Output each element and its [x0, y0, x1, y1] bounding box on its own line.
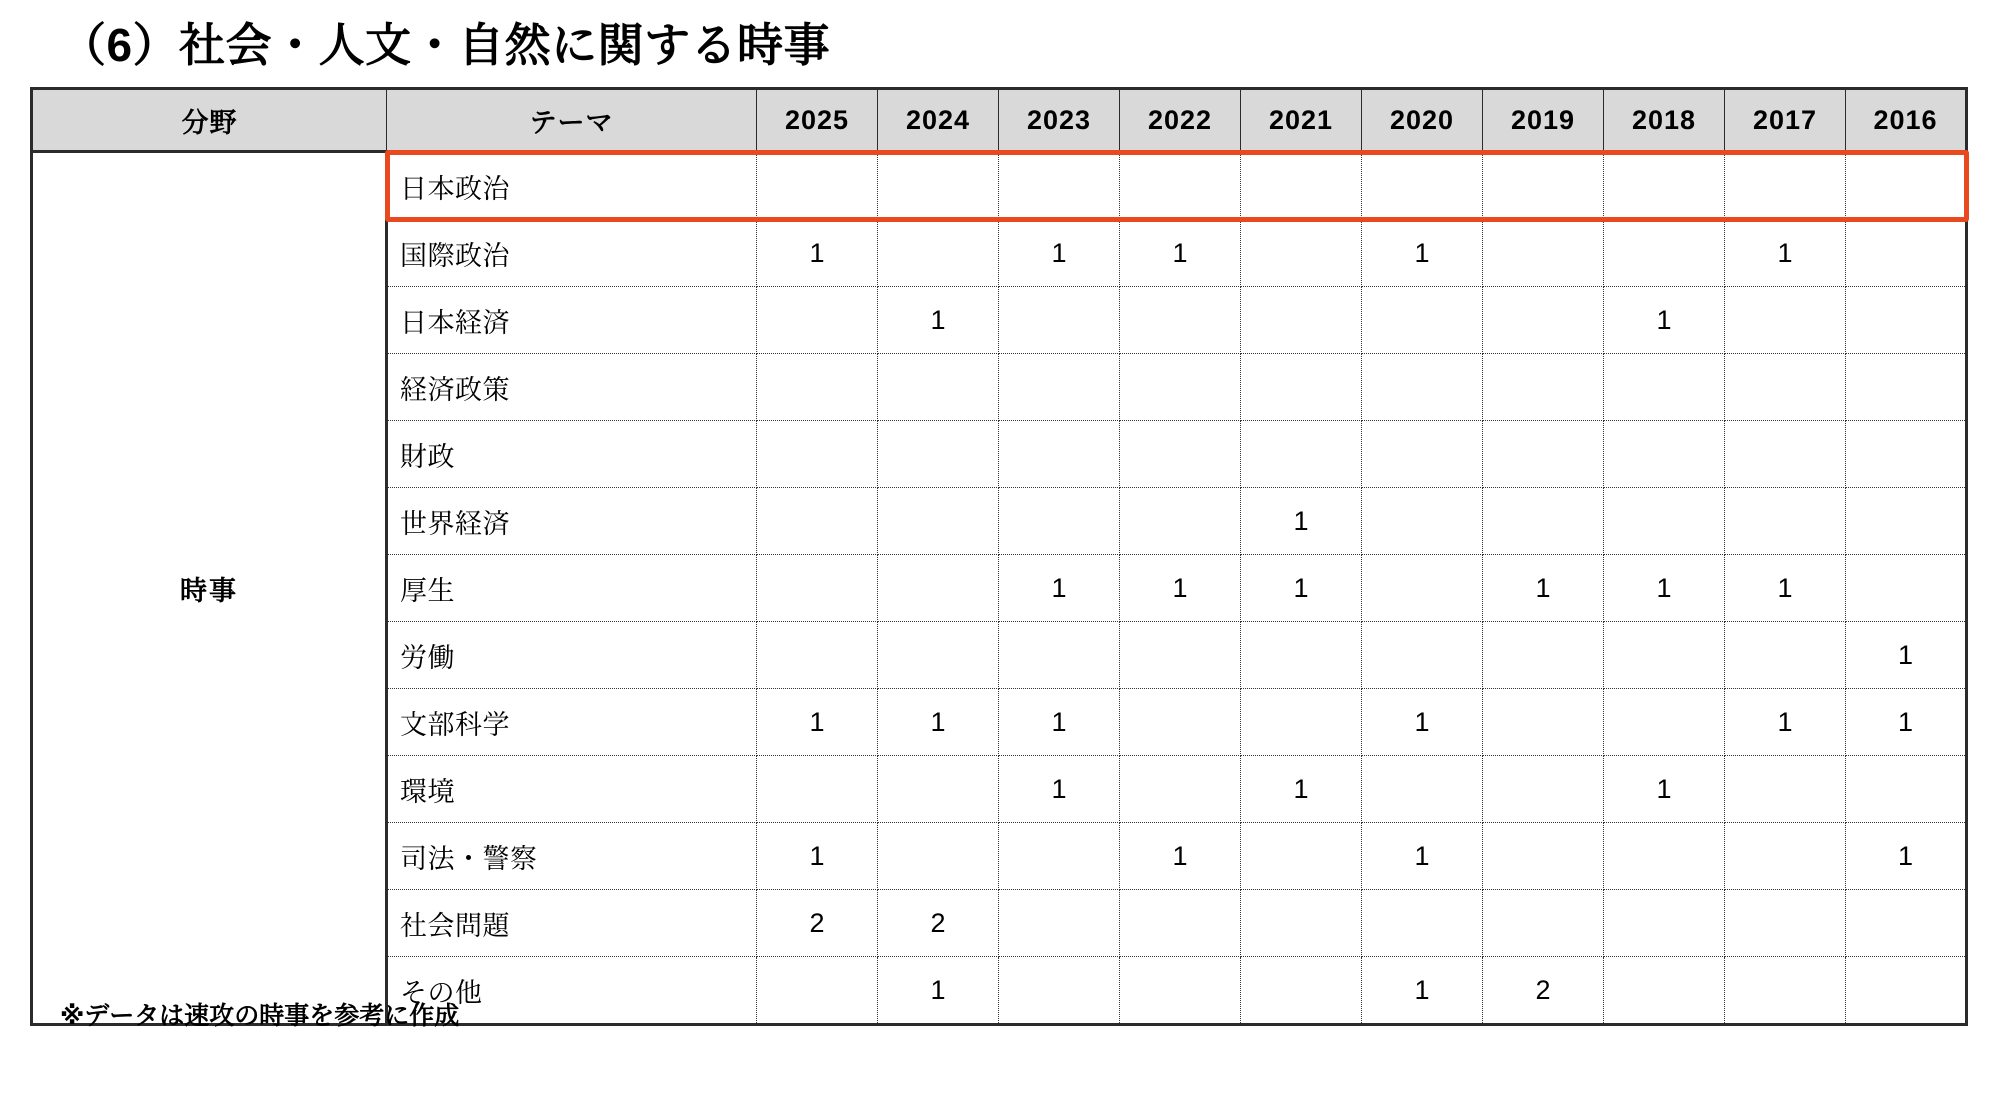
value-cell: [1846, 555, 1967, 622]
value-cell: [878, 421, 999, 488]
value-cell: [878, 220, 999, 287]
value-cell: 1: [1604, 287, 1725, 354]
value-cell: [1846, 488, 1967, 555]
value-cell: [1120, 689, 1241, 756]
value-cell: [1362, 287, 1483, 354]
column-header-year-2025: 2025: [757, 89, 878, 152]
value-cell: [1725, 823, 1846, 890]
value-cell: [878, 354, 999, 421]
value-cell: [1241, 957, 1362, 1025]
value-cell: 2: [757, 890, 878, 957]
value-cell: [1241, 421, 1362, 488]
value-cell: 1: [1846, 823, 1967, 890]
theme-cell: 日本政治: [387, 152, 757, 220]
value-cell: 2: [1483, 957, 1604, 1025]
value-cell: [1241, 354, 1362, 421]
value-cell: [1241, 287, 1362, 354]
column-header-field: 分野: [32, 89, 387, 152]
column-header-year-2016: 2016: [1846, 89, 1967, 152]
value-cell: 1: [757, 823, 878, 890]
value-cell: [1120, 354, 1241, 421]
value-cell: [1241, 152, 1362, 220]
value-cell: [878, 823, 999, 890]
column-header-year-2021: 2021: [1241, 89, 1362, 152]
value-cell: [1604, 152, 1725, 220]
value-cell: [1120, 152, 1241, 220]
value-cell: [878, 555, 999, 622]
value-cell: [1362, 488, 1483, 555]
value-cell: [1241, 890, 1362, 957]
value-cell: [878, 488, 999, 555]
column-header-theme: テーマ: [387, 89, 757, 152]
value-cell: [1604, 488, 1725, 555]
value-cell: [1846, 220, 1967, 287]
value-cell: [1725, 890, 1846, 957]
value-cell: 1: [1362, 689, 1483, 756]
theme-cell: 厚生: [387, 555, 757, 622]
value-cell: [1725, 152, 1846, 220]
value-cell: [878, 152, 999, 220]
value-cell: [878, 622, 999, 689]
value-cell: 1: [1362, 823, 1483, 890]
value-cell: 1: [1725, 555, 1846, 622]
value-cell: [757, 488, 878, 555]
value-cell: [1846, 756, 1967, 823]
value-cell: [757, 622, 878, 689]
value-cell: [1483, 756, 1604, 823]
theme-cell: 社会問題: [387, 890, 757, 957]
value-cell: 1: [1483, 555, 1604, 622]
value-cell: [1120, 622, 1241, 689]
value-cell: [1846, 152, 1967, 220]
value-cell: [1241, 622, 1362, 689]
column-header-year-2019: 2019: [1483, 89, 1604, 152]
value-cell: [1483, 823, 1604, 890]
theme-cell: 経済政策: [387, 354, 757, 421]
theme-cell: 日本経済: [387, 287, 757, 354]
value-cell: [1120, 756, 1241, 823]
column-header-year-2024: 2024: [878, 89, 999, 152]
value-cell: 1: [1725, 689, 1846, 756]
value-cell: [999, 488, 1120, 555]
value-cell: [1846, 354, 1967, 421]
value-cell: [757, 354, 878, 421]
table-header-row: [32, 89, 1967, 152]
value-cell: [1120, 957, 1241, 1025]
theme-cell: 司法・警察: [387, 823, 757, 890]
theme-cell: 世界経済: [387, 488, 757, 555]
value-cell: [1483, 890, 1604, 957]
value-cell: [1725, 354, 1846, 421]
value-cell: [1120, 287, 1241, 354]
table-header: [32, 89, 1967, 152]
value-cell: [1725, 488, 1846, 555]
value-cell: [1604, 354, 1725, 421]
value-cell: 1: [1241, 488, 1362, 555]
column-header-year-2018: 2018: [1604, 89, 1725, 152]
value-cell: 1: [1604, 756, 1725, 823]
column-header-year-2022: 2022: [1120, 89, 1241, 152]
value-cell: [757, 152, 878, 220]
value-cell: 1: [1725, 220, 1846, 287]
theme-cell: 文部科学: [387, 689, 757, 756]
field-cell-jiji: 時事: [32, 152, 387, 1025]
value-cell: [1483, 220, 1604, 287]
value-cell: [1483, 689, 1604, 756]
value-cell: [1604, 890, 1725, 957]
value-cell: [999, 354, 1120, 421]
value-cell: 1: [999, 555, 1120, 622]
value-cell: [1241, 220, 1362, 287]
value-cell: [1846, 421, 1967, 488]
value-cell: 1: [1362, 957, 1483, 1025]
table-body: [32, 152, 1967, 1025]
value-cell: [1604, 957, 1725, 1025]
value-cell: 1: [999, 220, 1120, 287]
value-cell: [757, 555, 878, 622]
value-cell: [1362, 152, 1483, 220]
value-cell: [757, 756, 878, 823]
value-cell: [1725, 622, 1846, 689]
value-cell: [1725, 957, 1846, 1025]
value-cell: 1: [999, 756, 1120, 823]
value-cell: [1483, 421, 1604, 488]
value-cell: [999, 823, 1120, 890]
value-cell: [1120, 421, 1241, 488]
value-cell: [1725, 756, 1846, 823]
value-cell: 1: [878, 287, 999, 354]
value-cell: [1846, 957, 1967, 1025]
value-cell: 1: [1241, 555, 1362, 622]
value-cell: [1362, 555, 1483, 622]
value-cell: [757, 421, 878, 488]
value-cell: 1: [1846, 622, 1967, 689]
footnote: ※データは速攻の時事を参考に作成: [60, 1002, 460, 1031]
value-cell: [999, 957, 1120, 1025]
value-cell: [757, 957, 878, 1025]
value-cell: 1: [1362, 220, 1483, 287]
value-cell: [1846, 287, 1967, 354]
value-cell: [1241, 823, 1362, 890]
value-cell: [878, 756, 999, 823]
value-cell: 1: [1846, 689, 1967, 756]
value-cell: 1: [1604, 555, 1725, 622]
column-header-year-2023: 2023: [999, 89, 1120, 152]
table-container: [30, 87, 1965, 1031]
value-cell: [999, 622, 1120, 689]
value-cell: 1: [1120, 555, 1241, 622]
value-cell: [1604, 622, 1725, 689]
value-cell: 1: [757, 220, 878, 287]
value-cell: [1483, 152, 1604, 220]
value-cell: [1120, 890, 1241, 957]
value-cell: [1362, 756, 1483, 823]
value-cell: [1483, 287, 1604, 354]
theme-cell: その他: [387, 957, 757, 1025]
page-title: （6）社会・人文・自然に関する時事: [60, 19, 831, 71]
theme-cell: 環境: [387, 756, 757, 823]
theme-cell: 労働: [387, 622, 757, 689]
value-cell: [1362, 421, 1483, 488]
value-cell: [1483, 354, 1604, 421]
value-cell: 2: [878, 890, 999, 957]
value-cell: [757, 287, 878, 354]
value-cell: [1120, 488, 1241, 555]
value-cell: 1: [999, 689, 1120, 756]
theme-cell: 国際政治: [387, 220, 757, 287]
value-cell: [999, 421, 1120, 488]
column-header-year-2020: 2020: [1362, 89, 1483, 152]
value-cell: [999, 890, 1120, 957]
value-cell: 1: [1241, 756, 1362, 823]
value-cell: 1: [1120, 823, 1241, 890]
currentaffairs-matrix-table: [30, 87, 1968, 1026]
value-cell: [999, 287, 1120, 354]
slide: [0, 18, 2000, 1119]
value-cell: [1846, 890, 1967, 957]
value-cell: [1483, 622, 1604, 689]
value-cell: [1604, 689, 1725, 756]
value-cell: [999, 152, 1120, 220]
table-row: [32, 152, 1967, 220]
value-cell: 1: [1120, 220, 1241, 287]
value-cell: 1: [757, 689, 878, 756]
value-cell: [1604, 220, 1725, 287]
theme-cell: 財政: [387, 421, 757, 488]
value-cell: [1604, 421, 1725, 488]
value-cell: [1725, 287, 1846, 354]
value-cell: [1362, 354, 1483, 421]
value-cell: 1: [878, 957, 999, 1025]
value-cell: [1362, 890, 1483, 957]
value-cell: [1241, 689, 1362, 756]
value-cell: [1362, 622, 1483, 689]
value-cell: [1604, 823, 1725, 890]
value-cell: [1483, 488, 1604, 555]
value-cell: [1725, 421, 1846, 488]
column-header-year-2017: 2017: [1725, 89, 1846, 152]
value-cell: 1: [878, 689, 999, 756]
